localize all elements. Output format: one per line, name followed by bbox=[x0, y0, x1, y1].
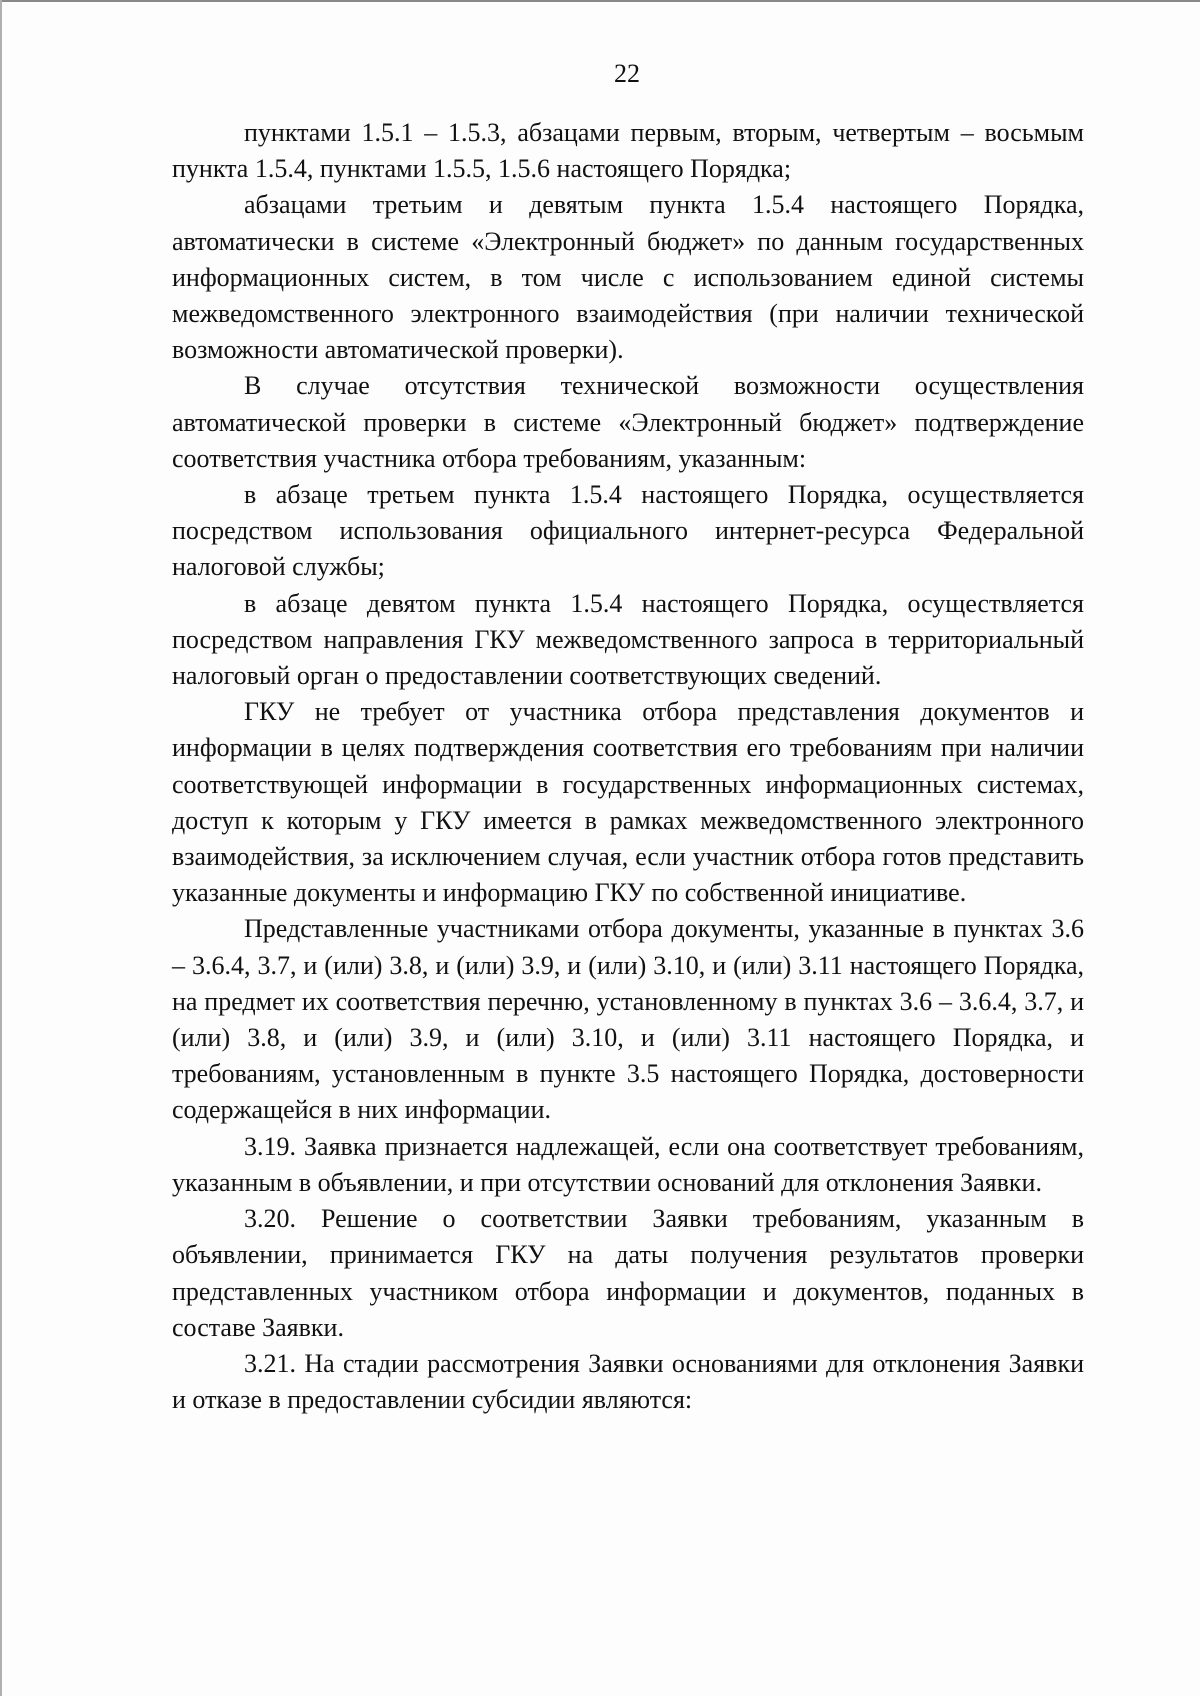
paragraph: пунктами 1.5.1 – 1.5.3, абзацами первым, вторым, четвертым – восьмым пункта 1.5.4, пунктами 1.5.5, 1.5.6 настоящего Порядка; bbox=[172, 118, 1084, 184]
paragraph: ГКУ не требует от участника отбора представления документов и информации в целях подтверждения соответствия его требованиям при наличии соответствующей информации в государственных информационных системах, доступ к которым у ГКУ имеется в рамках межведомственного электронного взаимодействия, за исключением случая, если участник отбора готов представить указанные документы и информацию ГКУ по собственной инициативе. bbox=[172, 697, 1084, 908]
scan-edge-top bbox=[0, 0, 1200, 2]
page-number: 22 bbox=[614, 59, 640, 88]
document-body bbox=[172, 115, 1084, 1418]
paragraph: В случае отсутствия технической возможности осуществления автоматической проверки в системе «Электронный бюджет» подтверждение соответствия участника отбора требованиям, указанным: bbox=[172, 371, 1084, 473]
paragraph: 3.20. Решение о соответствии Заявки требованиям, указанным в объявлении, принимается ГКУ на даты получения результатов проверки представленных участником отбора информации и документов, поданных в составе Заявки. bbox=[172, 1204, 1084, 1342]
paragraph: абзацами третьим и девятым пункта 1.5.4 настоящего Порядка, автоматически в системе «Электронный бюджет» по данным государственных информационных систем, в том числе с использованием единой системы межведомственного электронного взаимодействия (при наличии технической возможности автоматической проверки). bbox=[172, 190, 1084, 365]
scan-edge-left bbox=[0, 0, 2, 1696]
paragraph: 3.19. Заявка признается надлежащей, если она соответствует требованиям, указанным в объявлении, и при отсутствии оснований для отклонения Заявки. bbox=[172, 1131, 1084, 1197]
paragraph: в абзаце девятом пункта 1.5.4 настоящего Порядка, осуществляется посредством направления ГКУ межведомственного запроса в территориальный налоговый орган о предоставлении соответствующих сведений. bbox=[172, 588, 1084, 691]
paragraph: Представленные участниками отбора документы, указанные в пунктах 3.6 – 3.6.4, 3.7, и (или) 3.8, и (или) 3.9, и (или) 3.10, и (или) 3.11 настоящего Порядка, на предмет их соответствия перечню, установленному в пунктах 3.6 – 3.6.4, 3.7, и (или) 3.8, и (или) 3.9, и (или) 3.10, и (или) 3.11 настоящего Порядка, и требованиям, установленным в пункте 3.5 настоящего Порядка, достоверности содержащейся в них информации. bbox=[172, 914, 1084, 1125]
paragraph: 3.21. На стадии рассмотрения Заявки основаниями для отклонения Заявки и отказе в предоставлении субсидии являются: bbox=[172, 1348, 1084, 1415]
paragraph: в абзаце третьем пункта 1.5.4 настоящего Порядка, осуществляется посредством использования официального интернет-ресурса Федеральной налоговой службы; bbox=[172, 480, 1084, 582]
